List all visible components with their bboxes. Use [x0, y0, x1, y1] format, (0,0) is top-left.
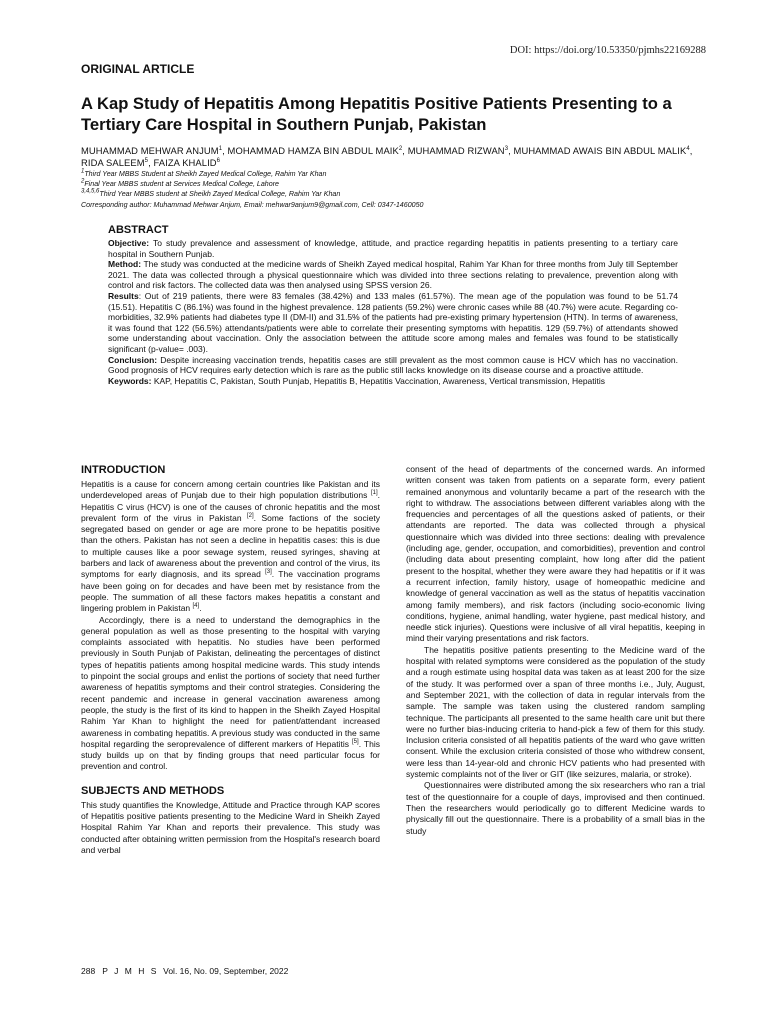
keywords-label: Keywords: — [108, 375, 152, 386]
intro-text: . The vaccination programs have been going on for decades and have been met by resistance from the people. The summation of all these factors makes hepatitis a constant and lingering problem in Pakistan — [81, 569, 380, 614]
objective-label: Objective: — [108, 238, 150, 248]
author-affil-mark: 5 — [144, 157, 149, 164]
right-column — [406, 464, 705, 837]
journal-issue: Vol. 16, No. 09, September, 2022 — [163, 966, 289, 976]
intro-paragraph-2 — [81, 615, 380, 773]
author-name: , MUHAMMAD RIZWAN — [402, 145, 505, 156]
affiliation-line — [81, 179, 711, 189]
affiliations — [81, 169, 711, 210]
author-name: , RIDA SALEEM — [81, 145, 693, 168]
author-affil-mark: 3 — [504, 145, 509, 152]
methods-paragraph-1-continued: consent of the head of departments of the concerned wards. An informed written consent was taken from patients on a separate form, every patient remained anonymous and voluntarily became a part of the research with the right to withdraw. The associations between different variables along with the frequencies and percentages of all the questions asked of patients, or their attendants are reported. The data was collected through a physical questionnaire which was divided into three sections: dealing with prevalence (including age, gender, occupation, and comorbidities), prevention and control (including data about presenting complaint, how long after did the patient present to the hospital, whether they were aware they had hepatitis or if it was a recurrent infection, family history, usage of homeopathic medicine and knowledge of general vaccination as well as the status of hepatitis vaccination among family members), and risk factors (including socio-economic living conditions, hygiene, animal handling, water hygiene, past medical history, and needle stick injuries). Questions were inclusive of all viral hepatitis, keeping in mind their varying presentations and risk factors. — [406, 464, 705, 644]
citation-ref[interactable]: [2] — [247, 513, 254, 520]
abstract-results — [108, 291, 678, 355]
author-name: , MUHAMMAD AWAIS BIN ABDUL MALIK — [508, 145, 687, 156]
results-text: : Out of 219 patients, there were 83 females (38.42%) and 133 males (61.57%). The mean age of the population was found to be 51.74 (15.51). Hepatitis C (86.1%) was found in the highest prevalence. 128 patients (59.2%) were chronic cases while 88 (40.7%) were acute. Regarding co-morbidities, 32.9% patients had diabetes type II (DM-II) and 31.5% of the patients had pre-existing primary hypertension (HTN). In terms of awareness, it was found that 122 (56.5%) attendants/patients were able to correlate their presenting symptoms with hepatitis. 129 (59.7%) of attendants showed some understanding about vaccination. Only the association between the attitude score among males and females was found to be statistically significant (p-value= .003). — [108, 290, 678, 354]
introduction-heading: INTRODUCTION — [81, 464, 166, 476]
citation-ref[interactable]: [3] — [265, 569, 272, 576]
affil-mark: 2 — [81, 178, 85, 185]
conclusion-label: Conclusion: — [108, 354, 158, 365]
abstract-keywords — [108, 376, 678, 387]
page-number: 288 — [81, 966, 96, 976]
citation-ref[interactable]: [5] — [352, 739, 359, 745]
intro-text: . Some factions of the society segregated based on gender or age are more prone to be hepatitis positive than the others. Pakistan has not seen a decline in hepatitis cases: this is due to multiple causes like a poor sewage system, reused syringes, shaving at barbers and lack of awareness about the prevention and control of the virus, its symptoms for early diagnosis, and its spread — [81, 512, 380, 580]
author-list — [81, 145, 711, 168]
left-column — [81, 464, 380, 856]
citation-ref[interactable]: [1] — [370, 490, 378, 497]
affiliation-line — [81, 189, 711, 199]
abstract-conclusion — [108, 355, 678, 376]
objective-text: To study prevalence and assessment of knowledge, attitude, and practice regarding hepatitis in patients presenting to a tertiary care hospital in Southern Punjab. — [108, 238, 678, 259]
abstract-objective — [108, 238, 678, 259]
intro-text: . This study builds up on that by finding groups that need particular focus for prevention and control. — [81, 738, 380, 772]
corresponding-author: Corresponding author: Muhammad Mehwar Anjum, Email: mehwar9anjum9@gmail.com, Cell: 0347-1460050 — [81, 200, 424, 209]
intro-text: Hepatitis is a cause for concern among certain countries like Pakistan and its underdeveloped areas of Punjab due to their high population distributions — [81, 479, 380, 501]
intro-paragraph-1 — [81, 479, 380, 615]
methods-paragraph-1: This study quantifies the Knowledge, Attitude and Practice through KAP scores of Hepatitis positive patients presenting to the Medicine Ward in Sheikh Zayed Hospital Rahim Yar Khan and reports their prevalence. This study was conducted after obtaining written permission from the Hospital's research board and verbal — [81, 799, 380, 855]
author-affil-mark: 1 — [218, 145, 223, 152]
author-name: , MOHAMMAD HAMZA BIN ABDUL MAIK — [222, 145, 399, 156]
affiliation-text: Final Year MBBS student at Services Medical College, Lahore — [84, 180, 279, 189]
method-label: Method: — [108, 259, 142, 270]
results-label: Results — [108, 290, 139, 301]
author-name: MUHAMMAD MEHWAR ANJUM — [81, 145, 219, 156]
affil-mark: 3,4,5,6 — [81, 189, 100, 196]
keywords-text: KAP, Hepatitis C, Pakistan, South Punjab, Hepatitis B, Hepatitis Vaccination, Awareness, Vertical transmission, Hepatitis — [151, 375, 606, 386]
intro-text: Accordingly, there is a need to understand the demographics in the general population as well as those presenting to the hospital with varying complaints associated with hepatitis. No studies have been performed previously in South Punjab of Pakistan, delineating the percentages of distinct types of hepatitis patients among hospital medicine wards. This study intends to pinpoint the social groups and enlist the portions of society that need further awareness of hepatitis symptoms and their control strategies. Considering the recent pandemic and increase in general vaccination awareness among people, the study is the first of its kind to happen in the Sheikh Zayed Hospital Rahim Yar Khan to highlight the need for patient/attendant increased awareness in combating hepatitis. A previous study was conducted in the same hospital regarding the seroprevalence of different markers of Hepatitis — [81, 614, 380, 749]
intro-text: . Hepatitis C virus (HCV) is one of the causes of chronic hepatitis and the most prevalent form of the virus in Pakistan — [81, 490, 380, 523]
journal-name: P J M H S — [102, 966, 159, 976]
affiliation-text: Third Year MBBS student at Sheikh Zayed Medical College, Rahim Yar Khan — [99, 190, 341, 199]
citation-ref[interactable]: [4] — [192, 603, 200, 610]
author-affil-mark: 2 — [398, 145, 403, 152]
page-footer — [81, 966, 288, 976]
methods-heading: SUBJECTS AND METHODS — [81, 784, 225, 797]
intro-text: . — [199, 603, 202, 614]
affil-mark: 1 — [81, 168, 85, 175]
methods-paragraph-3: Questionnaires were distributed among the six researchers who ran a trial test of the questionnaire for a couple of days, improvised and then continued. Then the researchers would periodically go to different Medicine wards to physically fill out the questionnaire. There is a probability of a small bias in the study — [406, 780, 705, 836]
author-affil-mark: 6 — [216, 157, 221, 164]
abstract-section — [108, 224, 678, 386]
abstract-method — [108, 259, 678, 291]
affiliation-line — [81, 169, 711, 179]
affiliation-text: Third Year MBBS Student at Sheikh Zayed Medical College, Rahim Yar Khan — [84, 170, 327, 178]
abstract-heading: ABSTRACT — [108, 224, 169, 236]
conclusion-text: Despite increasing vaccination trends, hepatitis cases are still prevalent as the most common cause is HCV which has no vaccination. Good prognosis of HCV requires early detection which is rare as the public still lacks knowledge on its disease course and a proactive attitude. — [108, 354, 678, 376]
author-affil-mark: 4 — [686, 145, 690, 152]
methods-paragraph-2: The hepatitis positive patients presenting to the Medicine ward of the hospital with related symptoms were considered as the population of the study and a rough estimate using hospital data was taken as at least 200 for the size of the study. It was performed over a span of three months i.e., July, August, and September 2021, with the collection of data in regular intervals from the sample. The sample was taken using the clustered random sampling technique. The participants all presented to the same health care unit but there were no further bias-inducing criteria to hand-pick a few of them for this study. Inclusion criteria consisted of all hepatitis patients of the ward who gave written consent. While the exclusion criteria consisted of those who withdrew consent, were less than 14-year-old and chronic HCV patients who had presented with systemic complaints not of the liver or GIT (like seizures, malaria, or stroke). — [406, 644, 705, 780]
article-type-label: ORIGINAL ARTICLE — [81, 62, 195, 76]
author-name: , FAIZA KHALID — [148, 156, 217, 168]
method-text: The study was conducted at the medicine wards of Sheikh Zayed medical hospital, Rahim Yar Khan for three months from July till September 2021. The data was collected through a physical questionnaire which was divided into three sections relating to prevalence, prevention along with control and risk factors. The collected data was then analysed using SPSS version 26. — [108, 259, 678, 291]
doi-link[interactable]: DOI: https://doi.org/10.53350/pjmhs22169288 — [509, 45, 706, 56]
paper-title: A Kap Study of Hepatitis Among Hepatitis Positive Patients Presenting to a Tertiary Care Hospital in Southern Punjab, Pakistan — [81, 94, 672, 134]
